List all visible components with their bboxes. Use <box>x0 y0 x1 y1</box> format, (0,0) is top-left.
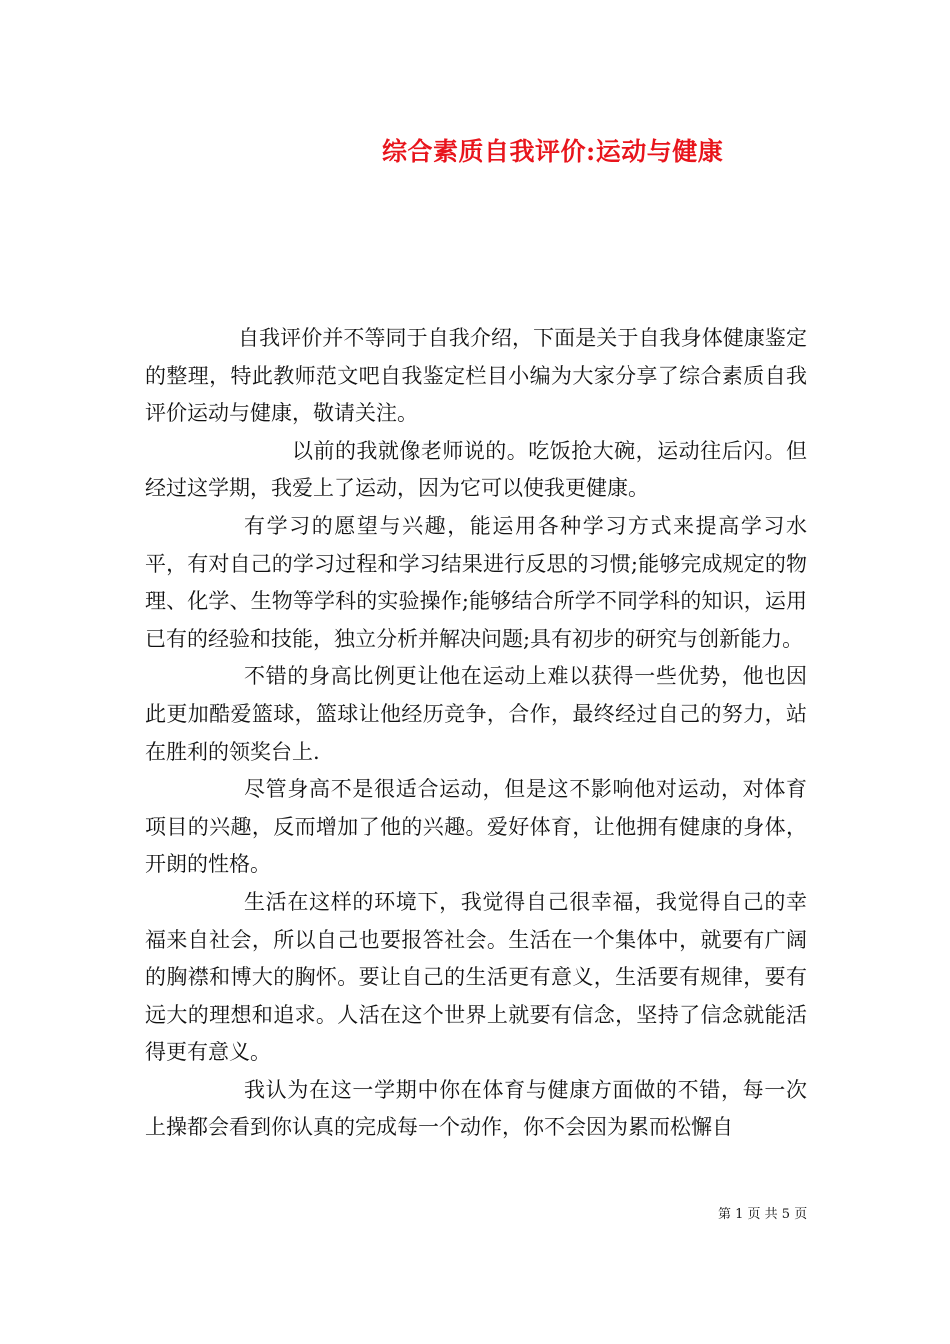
paragraph-pe: 我认为在这一学期中你在体育与健康方面做的不错，每一次上操都会看到你认真的完成每一个动作，你不会因为累而松懈自 <box>145 1077 807 1140</box>
page-number: 第 1 页 共 5 页 <box>718 1207 808 1222</box>
paragraph-before: 以前的我就像老师说的。吃饭抢大碗，运动往后闪。但经过这学期，我爱上了运动，因为它可以使我更健康。 <box>145 438 807 501</box>
paragraph-intro: 自我评价并不等同于自我介绍，下面是关于自我身体健康鉴定的整理，特此教师范文吧自我鉴定栏目小编为大家分享了综合素质自我评价运动与健康，敬请关注。 <box>145 326 807 426</box>
document-body <box>145 320 807 1147</box>
paragraph-life: 生活在这样的环境下，我觉得自己很幸福，我觉得自己的幸福来自社会，所以自己也要报答社会。生活在一个集体中，就要有广阔的胸襟和博大的胸怀。要让自己的生活更有意义，生活要有规律，要有远大的理想和追求。人活在这个世界上就要有信念，坚持了信念就能活得更有意义。 <box>145 889 807 1065</box>
document-title: 综合素质自我评价:运动与健康 <box>382 137 724 166</box>
paragraph-learning: 有学习的愿望与兴趣，能运用各种学习方式来提高学习水平，有对自己的学习过程和学习结果进行反思的习惯;能够完成规定的物理、化学、生物等学科的实验操作;能够结合所学不同学科的知识，运用已有的经验和技能，独立分析并解决问题;具有初步的研究与创新能力。 <box>145 513 807 651</box>
paragraph-height: 不错的身高比例更让他在运动上难以获得一些优势，他也因此更加酷爱篮球，篮球让他经历竞争，合作，最终经过自己的努力，站在胜利的领奖台上. <box>145 664 807 764</box>
paragraph-interest: 尽管身高不是很适合运动，但是这不影响他对运动，对体育项目的兴趣，反而增加了他的兴趣。爱好体育，让他拥有健康的身体，开朗的性格。 <box>145 777 807 877</box>
